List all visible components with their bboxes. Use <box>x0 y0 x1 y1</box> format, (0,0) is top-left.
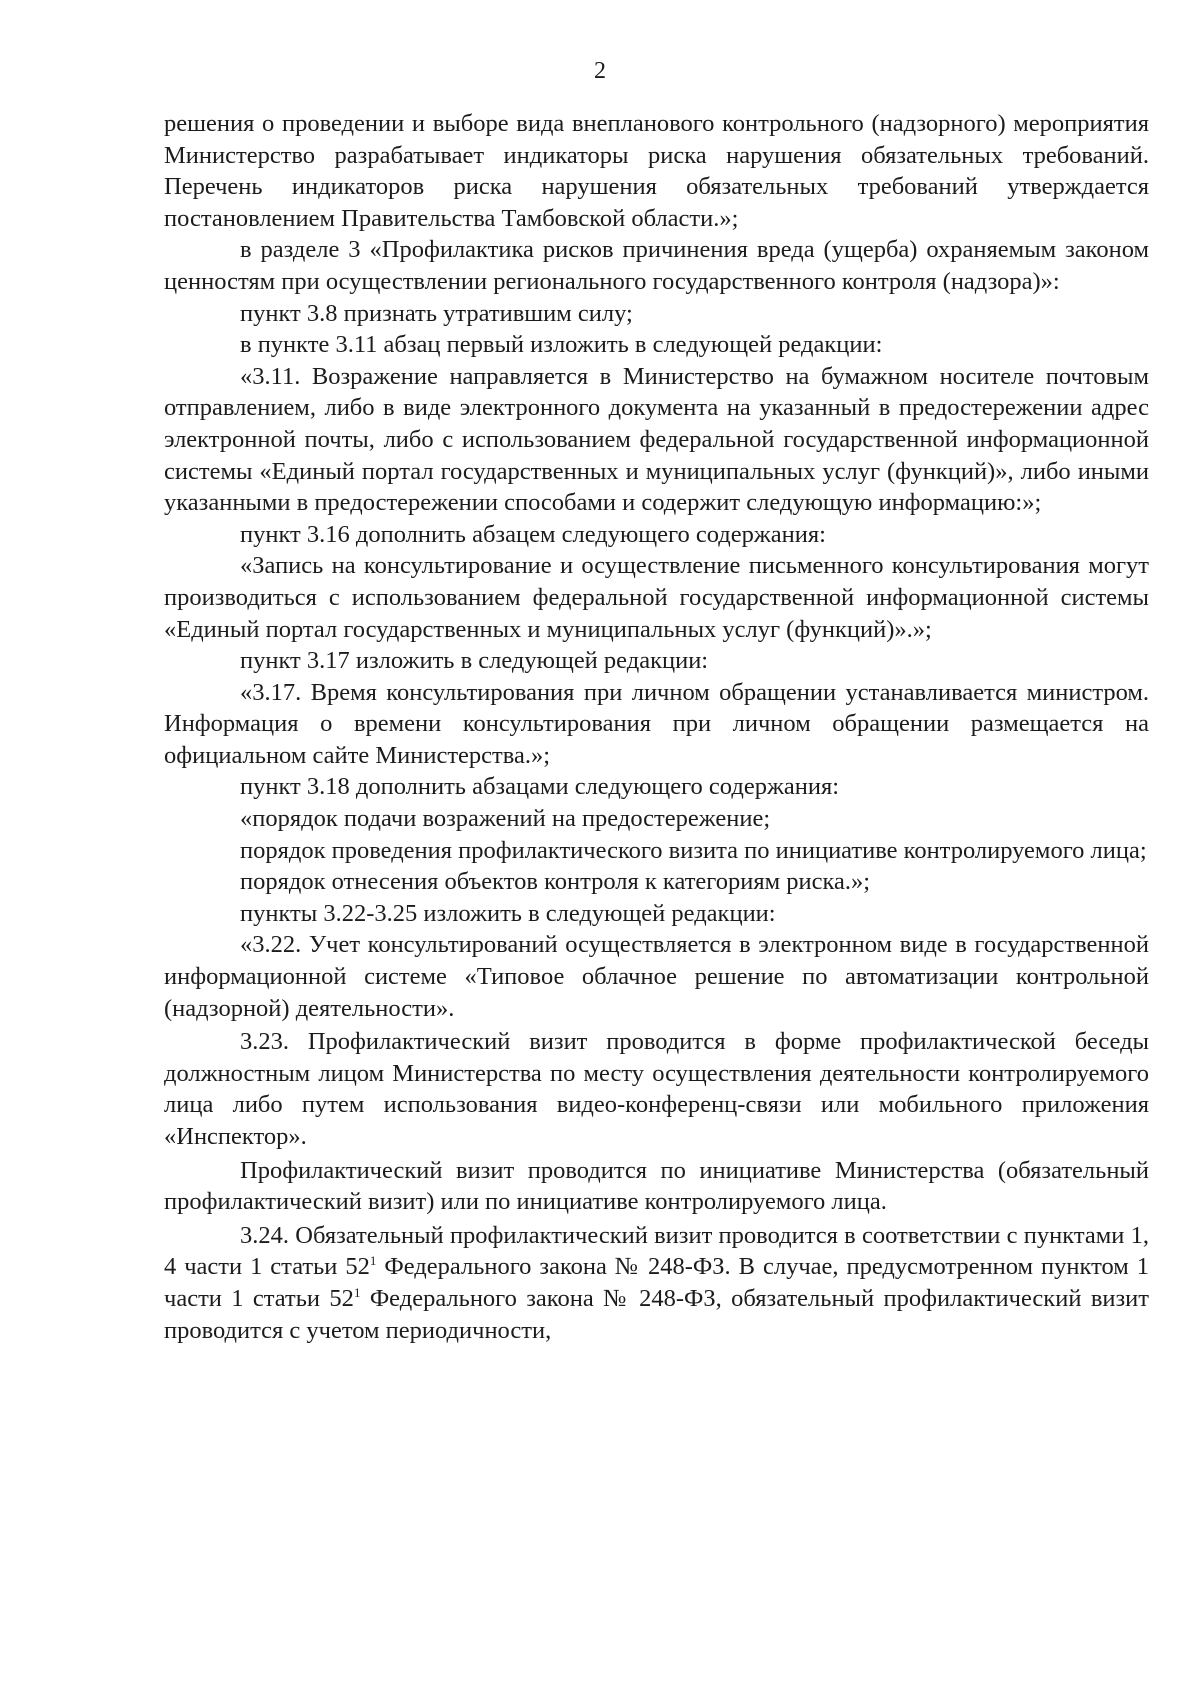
paragraph-18-part-2: Федерального закона № 248-ФЗ. В случае, предусмотренном пунктом 1 части 1 статьи 52 <box>164 1253 1149 1312</box>
paragraph-17: Профилактический визит проводится по инициативе Министерства (обязательный профилактический визит) или по инициативе контролируемого лица. <box>164 1156 1149 1216</box>
paragraph-7: «Запись на консультирование и осуществление письменного консультирования могут производиться с использованием федеральной государственной информационной системы «Единый портал государственных и муниципальных услуг (функций)».»; <box>164 552 1149 643</box>
paragraph-6: пункт 3.16 дополнить абзацем следующего содержания: <box>240 520 826 548</box>
paragraph-13: порядок отнесения объектов контроля к категориям риска.»; <box>240 868 871 896</box>
superscript-2: 1 <box>353 1284 361 1300</box>
paragraph-11: «порядок подачи возражений на предостережение; <box>240 805 771 833</box>
paragraph-8: пункт 3.17 изложить в следующей редакции: <box>240 647 709 675</box>
paragraph-2: в разделе 3 «Профилактика рисков причинения вреда (ущерба) охраняемым законом ценностям при осуществлении регионального государственного контроля (надзора)»: <box>164 236 1149 295</box>
paragraph-14: пункты 3.22-3.25 изложить в следующей редакции: <box>240 899 776 927</box>
paragraph-15: «3.22. Учет консультирований осуществляется в электронном виде в государственной информационной системе «Типовое облачное решение по автоматизации контрольной (надзорной) деятельности». <box>164 931 1149 1022</box>
page-number: 2 <box>594 58 606 84</box>
paragraph-12: порядок проведения профилактического визита по инициативе контролируемого лица; <box>240 836 1147 864</box>
paragraph-16: 3.23. Профилактический визит проводится в форме профилактической беседы должностным лицом Министерства по месту осуществления деятельности контролируемого лица либо путем использования видео-конференц-связи или мобильного приложения «Инспектор». <box>164 1028 1149 1150</box>
paragraph-1: решения о проведении и выборе вида внепланового контрольного (надзорного) мероприятия Министерство разрабатывает индикаторы риска нарушения обязательных требований. Перечень индикаторов риска нарушения обязательных требований утверждается постановлением Правительства Тамбовской области.»; <box>164 110 1149 232</box>
paragraph-3: пункт 3.8 признать утратившим силу; <box>240 299 633 327</box>
superscript-1: 1 <box>369 1253 377 1269</box>
paragraph-18-part-3: Федерального закона № 248-ФЗ, обязательный профилактический визит проводится с учетом периодичности, <box>164 1284 1149 1344</box>
paragraph-9: «3.17. Время консультирования при личном обращении устанавливается министром. Информация о времени консультирования при личном обращении размещается на официальном сайте Министерства.»; <box>164 678 1149 769</box>
paragraph-10: пункт 3.18 дополнить абзацами следующего содержания: <box>240 773 840 801</box>
paragraph-5: «3.11. Возражение направляется в Министерство на бумажном носителе почтовым отправлением, либо в виде электронного документа на указанный в предостережении адрес электронной почты, либо с использованием федеральной государственной информационной системы «Единый портал государственных и муниципальных услуг (функций)», либо иными указанными в предостережении способами и содержит следующую информацию:»; <box>164 362 1149 517</box>
paragraph-18 <box>164 1220 1149 1346</box>
paragraph-4: в пункте 3.11 абзац первый изложить в следующей редакции: <box>240 331 883 359</box>
paragraph-18-part-1: 3.24. Обязательный профилактический визит проводится в соответствии с пунктами 1, 4 части 1 статьи 52 <box>164 1221 1149 1281</box>
document-body <box>164 108 1149 1346</box>
